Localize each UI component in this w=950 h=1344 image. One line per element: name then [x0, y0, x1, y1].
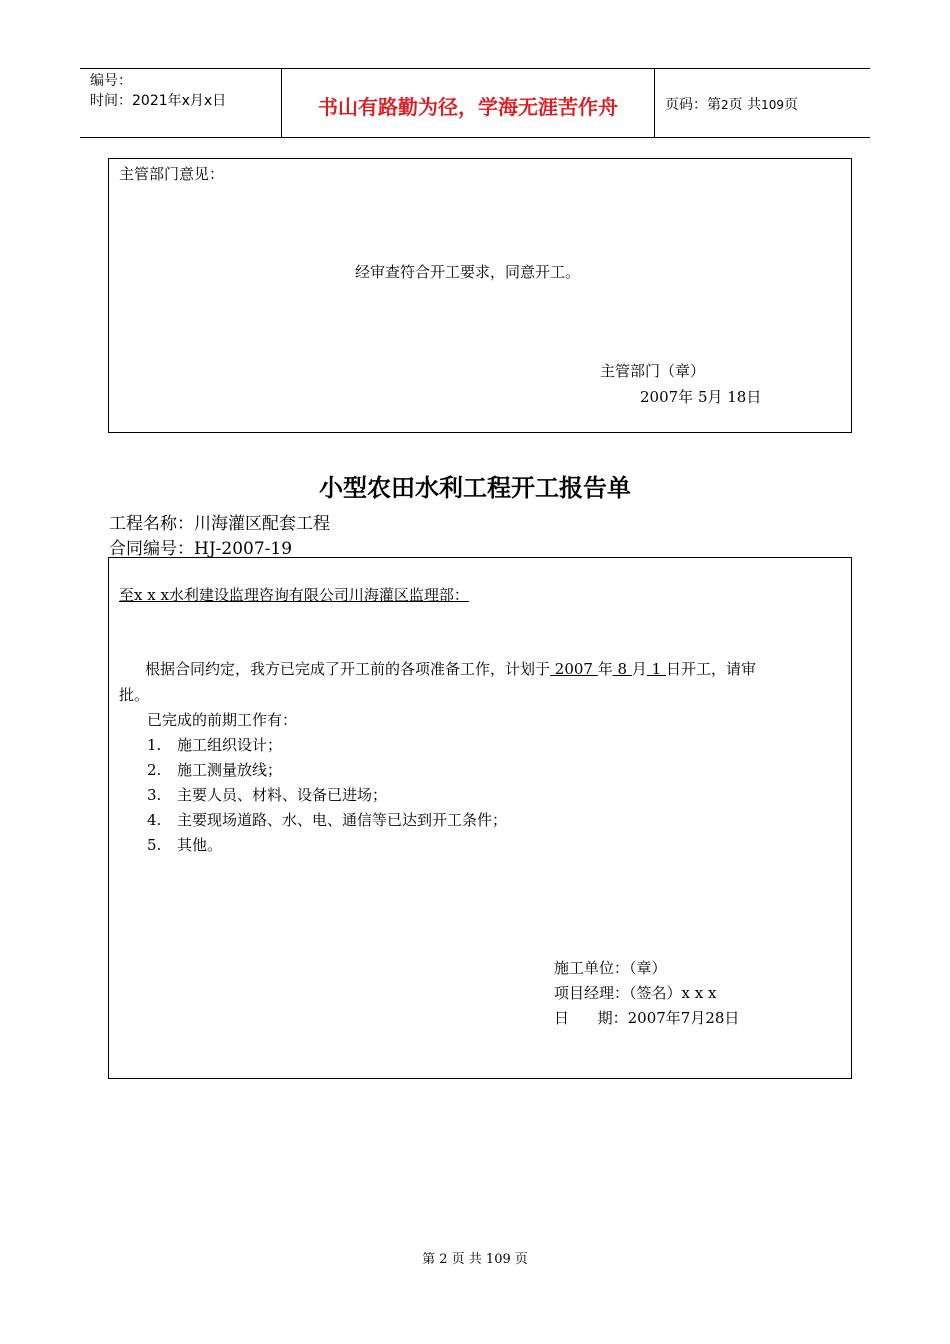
list-item: 1. 施工组织设计； — [147, 736, 283, 754]
list-item: 5. 其他。 — [147, 836, 223, 854]
list-intro: 已完成的前期工作有： — [147, 711, 298, 729]
report-box — [108, 557, 852, 1079]
report-body-end: 批。 — [119, 686, 150, 704]
header-meta — [90, 71, 226, 111]
opinion-text: 经审查符合开工要求，同意开工。 — [355, 263, 581, 281]
prep-list — [147, 735, 507, 860]
opinion-box — [108, 158, 852, 433]
list-item: 4. 主要现场道路、水、电、通信等已达到开工条件； — [147, 811, 508, 829]
time-label: 时间：2021年x月x日 — [90, 93, 227, 109]
page-indicator: 页码：第2页 共109页 — [665, 97, 798, 113]
opinion-stamp: 主管部门（章） — [600, 362, 706, 380]
page-number: 2 — [721, 98, 729, 112]
report-body: 根据合同约定，我方已完成了开工前的各项准备工作，计划于 2007 年 8 月 1 日开工，请审 — [145, 660, 756, 678]
addressee: 至x x x水利建设监理咨询有限公司川海灌区监理部： — [119, 586, 469, 604]
list-item: 2. 施工测量放线； — [147, 761, 283, 779]
project-name: 工程名称：川海灌区配套工程 — [109, 514, 330, 534]
page-total: 109 — [761, 98, 784, 112]
project-manager: 项目经理：（签名）x x x — [554, 984, 717, 1002]
header-divider — [654, 69, 655, 137]
start-day: 1 — [646, 660, 666, 678]
contractor-unit: 施工单位：（章） — [554, 959, 667, 977]
opinion-label: 主管部门意见： — [119, 165, 225, 183]
report-date: 日 期：2007年7月28日 — [554, 1009, 740, 1027]
page-footer: 第 2 页 共 109 页 — [422, 1252, 528, 1267]
start-year: 2007 — [550, 660, 598, 678]
number-label: 编号： — [90, 73, 132, 89]
opinion-date: 2007年 5月 18日 — [640, 388, 762, 406]
header-motto: 书山有路勤为径，学海无涯苦作舟 — [318, 95, 618, 119]
document-title: 小型农田水利工程开工报告单 — [319, 474, 631, 502]
contract-number: 合同编号：HJ-2007-19 — [109, 539, 293, 559]
list-item: 3. 主要人员、材料、设备已进场； — [147, 786, 388, 804]
start-month: 8 — [612, 660, 632, 678]
page-header — [80, 68, 870, 138]
